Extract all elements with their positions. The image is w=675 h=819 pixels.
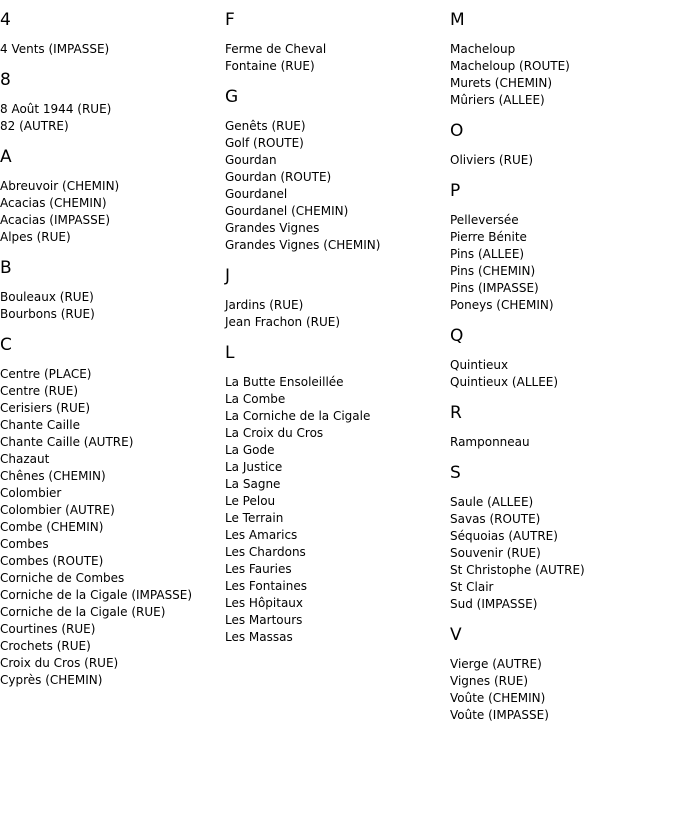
letter-heading: F [225,10,235,30]
street-item: Sud (IMPASSE) [450,597,538,611]
street-item: Quintieux (ALLEE) [450,375,559,389]
street-item: Souvenir (RUE) [450,546,541,560]
street-item: Jardins (RUE) [225,298,304,312]
street-item: La Corniche de la Cigale [225,409,371,423]
letter-heading: R [450,403,462,423]
street-item: Quintieux [450,358,509,372]
letter-heading: P [450,181,461,201]
street-item: Grandes Vignes [225,221,320,235]
street-list [225,118,445,254]
street-item: Centre (RUE) [0,384,79,398]
letter-group [225,266,445,331]
index-column [450,0,670,724]
street-item: La Gode [225,443,275,457]
letter-heading: B [0,258,12,278]
street-item: Les Chardons [225,545,306,559]
index-column [0,0,220,689]
street-item: Combes [0,537,49,551]
letter-group [450,10,670,109]
street-item: La Croix du Cros [225,426,324,440]
street-item: Jean Frachon (RUE) [225,315,341,329]
street-item: Gourdan (ROUTE) [225,170,332,184]
street-item: Mûriers (ALLEE) [450,93,545,107]
letter-heading: V [450,625,462,645]
street-item: Pierre Bénite [450,230,527,244]
letter-heading: 8 [0,70,11,90]
street-list [450,656,670,724]
letter-group [0,258,220,323]
street-item: Séquoias (AUTRE) [450,529,558,543]
street-item: Bouleaux (RUE) [0,290,94,304]
street-item: Macheloup (ROUTE) [450,59,570,73]
letter-group [225,87,445,254]
letter-group [450,326,670,391]
letter-group [0,70,220,135]
street-item: Corniche de Combes [0,571,125,585]
letter-group [0,10,220,58]
street-item: Macheloup [450,42,516,56]
street-item: Les Hôpitaux [225,596,304,610]
letter-heading: L [225,343,235,363]
street-item: Chazaut [0,452,50,466]
street-item: Bourbons (RUE) [0,307,95,321]
street-item: St Clair [450,580,494,594]
letter-heading: C [0,335,12,355]
street-item: Chante Caille (AUTRE) [0,435,134,449]
street-item: Les Martours [225,613,303,627]
letter-heading: G [225,87,239,107]
street-item: Combe (CHEMIN) [0,520,104,534]
street-item: Croix du Cros (RUE) [0,656,119,670]
street-item: Colombier (AUTRE) [0,503,115,517]
street-item: Corniche de la Cigale (IMPASSE) [0,588,193,602]
street-item: La Combe [225,392,286,406]
street-item: Voûte (CHEMIN) [450,691,546,705]
street-item: 8 Août 1944 (RUE) [0,102,112,116]
letter-group [450,181,670,314]
street-item: Acacias (IMPASSE) [0,213,111,227]
street-item: Voûte (IMPASSE) [450,708,549,722]
street-item: Crochets (RUE) [0,639,91,653]
street-item: Poneys (CHEMIN) [450,298,554,312]
street-list [0,289,220,323]
street-list [225,41,445,75]
street-item: Les Fauries [225,562,292,576]
street-item: Saule (ALLEE) [450,495,534,509]
letter-group [450,463,670,613]
street-item: Vierge (AUTRE) [450,657,542,671]
street-item: Les Massas [225,630,293,644]
street-item: Centre (PLACE) [0,367,92,381]
street-list [0,178,220,246]
letter-group [0,335,220,689]
street-item: Colombier [0,486,62,500]
street-item: Genêts (RUE) [225,119,306,133]
letter-heading: A [0,147,12,167]
street-list [450,41,670,109]
street-list [450,152,670,169]
street-list [0,41,220,58]
street-item: La Sagne [225,477,281,491]
street-item: Vignes (RUE) [450,674,529,688]
street-item: Chênes (CHEMIN) [0,469,106,483]
index-column [225,0,445,646]
street-list [0,101,220,135]
street-item: Cyprès (CHEMIN) [0,673,103,687]
letter-group [225,10,445,75]
street-item: Corniche de la Cigale (RUE) [0,605,166,619]
letter-group [225,343,445,646]
street-item: Gourdanel [225,187,288,201]
street-item: Ferme de Cheval [225,42,327,56]
street-list [450,494,670,613]
letter-heading: S [450,463,461,483]
street-item: 82 (AUTRE) [0,119,69,133]
street-item: Gourdanel (CHEMIN) [225,204,349,218]
street-item: Courtines (RUE) [0,622,96,636]
street-item: Golf (ROUTE) [225,136,304,150]
street-item: Abreuvoir (CHEMIN) [0,179,120,193]
letter-group [450,403,670,451]
letter-group [450,625,670,724]
letter-heading: 4 [0,10,11,30]
letter-group [0,147,220,246]
street-list [450,212,670,314]
street-item: Les Fontaines [225,579,307,593]
street-item: Murets (CHEMIN) [450,76,552,90]
street-item: La Justice [225,460,283,474]
street-item: Ramponneau [450,435,530,449]
street-item: Le Pelou [225,494,276,508]
street-item: Chante Caille [0,418,80,432]
street-item: Alpes (RUE) [0,230,71,244]
street-list [0,366,220,689]
street-item: Pins (IMPASSE) [450,281,539,295]
street-item: Cerisiers (RUE) [0,401,91,415]
street-item: Oliviers (RUE) [450,153,533,167]
letter-group [450,121,670,169]
letter-heading: J [225,266,231,286]
letter-heading: O [450,121,464,141]
street-item: Savas (ROUTE) [450,512,541,526]
street-item: Acacias (CHEMIN) [0,196,107,210]
letter-heading: M [450,10,465,30]
street-item: Les Amarics [225,528,298,542]
street-item: Grandes Vignes (CHEMIN) [225,238,381,252]
street-list [225,297,445,331]
street-list [450,434,670,451]
street-item: Pins (ALLEE) [450,247,525,261]
street-item: Combes (ROUTE) [0,554,104,568]
street-item: 4 Vents (IMPASSE) [0,42,110,56]
letter-heading: Q [450,326,464,346]
street-item: St Christophe (AUTRE) [450,563,585,577]
street-list [225,374,445,646]
street-item: Le Terrain [225,511,284,525]
street-item: Gourdan [225,153,277,167]
street-item: Pins (CHEMIN) [450,264,536,278]
street-item: La Butte Ensoleillée [225,375,344,389]
street-item: Pelleversée [450,213,519,227]
street-item: Fontaine (RUE) [225,59,315,73]
street-list [450,357,670,391]
